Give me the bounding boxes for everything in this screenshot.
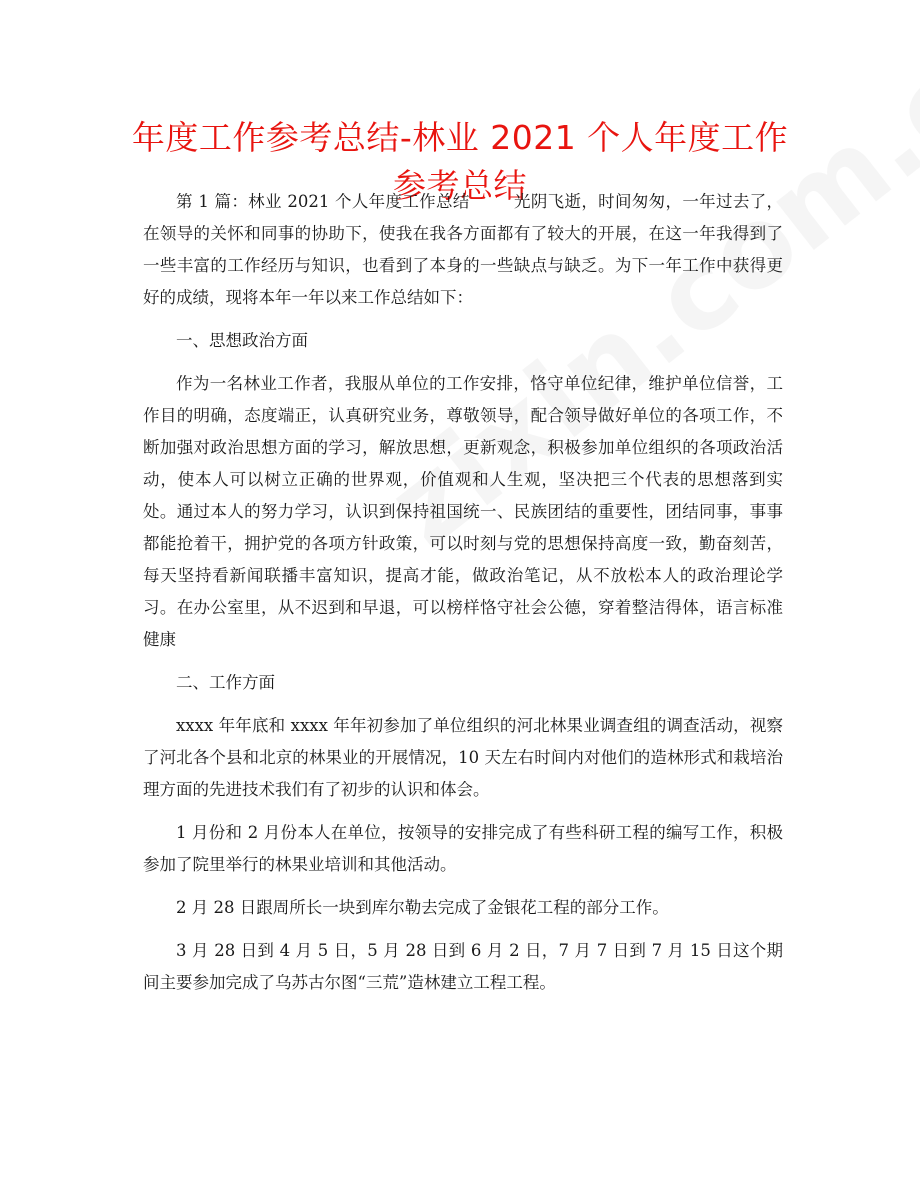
section-heading-work: 二、工作方面 [176,673,275,692]
paragraph-work-1: xxxx 年年底和 xxxx 年年初参加了单位组织的河北林果业调查组的调查活动，视察了河北各个县和北京的林果业的开展情况，10 天左右时间内对他们的造林形式和栽培治理方面的先进技术我们有了初步的认识和体会。 [143,716,783,799]
section-heading-ideology: 一、思想政治方面 [176,331,308,350]
paragraph-work-4: 3 月 28 日到 4 月 5 日，5 月 28 日到 6 月 2 日，7 月 7 日到 7 月 15 日这个期间主要参加完成了乌苏古尔图“三荒”造林建立工程工程。 [143,941,784,992]
document-body [143,186,783,1010]
paragraph-work-2: 1 月份和 2 月份本人在单位，按领导的安排完成了有些科研工程的编写工作，积极参加了院里举行的林果业培训和其他活动。 [143,823,783,874]
document-title: 年度工作参考总结-林业 2021 个人年度工作参考总结 [131,118,789,205]
intro-text: 光阴飞逝，时间匆匆，一年过去了，在领导的关怀和同事的协助下，使我在我各方面都有了较大的开展，在这一年我得到了一些丰富的工作经历与知识，也看到了本身的一些缺点与缺乏。为下一年工作中获得更好的成绩，现将本年一年以来工作总结如下： [143,192,784,307]
paragraph-work-3: 2 月 28 日跟周所长一块到库尔勒去完成了金银花工程的部分工作。 [176,898,669,917]
intro-heading: 第 1 篇：林业 2021 个人年度工作总结 [176,192,470,211]
intro-paragraph [143,186,783,314]
paragraph-ideology: 作为一名林业工作者，我服从单位的工作安排，恪守单位纪律，维护单位信誉，工作目的明确，态度端正，认真研究业务，尊敬领导，配合领导做好单位的各项工作，不断加强对政治思想方面的学习，解放思想，更新观念，积极参加单位组织的各项政治活动，使本人可以树立正确的世界观，价值观和人生观，坚决把三个代表的思想落到实处。通过本人的努力学习，认识到保持祖国统一、民族团结的重要性，团结同事，事事都能抢着干，拥护党的各项方针政策，可以时刻与党的思想保持高度一致，勤奋刻苦，每天坚持看新闻联播丰富知识，提高才能，做政治笔记，从不放松本人的政治理论学习。在办公室里，从不迟到和早退，可以榜样恪守社会公德，穿着整洁得体，语言标准健康 [143,374,783,649]
